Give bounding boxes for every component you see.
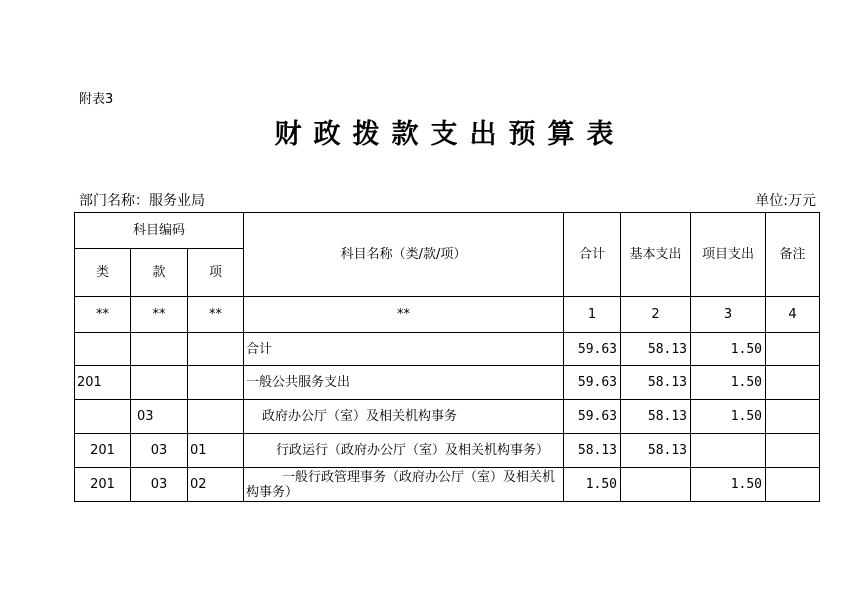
row-kuan: 03 bbox=[131, 400, 188, 434]
row-total: 59.63 bbox=[564, 400, 621, 434]
table-row bbox=[75, 333, 820, 366]
header-basic: 基本支出 bbox=[621, 213, 691, 297]
attachment-label: 附表3 bbox=[79, 92, 114, 107]
header-xiang: 项 bbox=[188, 249, 244, 297]
row-name: 一般行政管理事务（政府办公厅（室）及相关机构事务） bbox=[244, 468, 564, 502]
row-kuan: 03 bbox=[131, 468, 188, 502]
row-total: 58.13 bbox=[564, 434, 621, 468]
row-basic: 58.13 bbox=[621, 333, 691, 366]
row-lei: 201 bbox=[75, 434, 131, 468]
row-name: 一般公共服务支出 bbox=[244, 366, 564, 400]
page-title: 财政拨款支出预算表 bbox=[274, 119, 626, 150]
row-xiang bbox=[188, 333, 244, 366]
row-project: 1.50 bbox=[691, 333, 766, 366]
row-xiang bbox=[188, 366, 244, 400]
row-xiang: 02 bbox=[188, 468, 244, 502]
row-project: 1.50 bbox=[691, 366, 766, 400]
header-code-group: 科目编码 bbox=[75, 213, 244, 249]
header-kuan: 款 bbox=[131, 249, 188, 297]
table-row bbox=[75, 434, 820, 468]
index-total: 1 bbox=[564, 297, 621, 333]
department-name: 部门名称：服务业局 bbox=[79, 193, 205, 209]
header-row-1 bbox=[75, 213, 820, 249]
header-lei: 类 bbox=[75, 249, 131, 297]
row-kuan bbox=[131, 366, 188, 400]
unit-label: 单位:万元 bbox=[755, 193, 816, 209]
index-row bbox=[75, 297, 820, 333]
header-remark: 备注 bbox=[766, 213, 820, 297]
row-lei: 201 bbox=[75, 468, 131, 502]
index-remark: 4 bbox=[766, 297, 820, 333]
row-remark bbox=[766, 468, 820, 502]
header-name: 科目名称（类/款/项） bbox=[244, 213, 564, 297]
index-project: 3 bbox=[691, 297, 766, 333]
row-remark bbox=[766, 366, 820, 400]
table-row bbox=[75, 468, 820, 502]
header-total: 合计 bbox=[564, 213, 621, 297]
row-total: 59.63 bbox=[564, 366, 621, 400]
row-project: 1.50 bbox=[691, 468, 766, 502]
row-project bbox=[691, 434, 766, 468]
row-basic bbox=[621, 468, 691, 502]
row-project: 1.50 bbox=[691, 400, 766, 434]
row-name: 行政运行（政府办公厅（室）及相关机构事务） bbox=[244, 434, 564, 468]
index-basic: 2 bbox=[621, 297, 691, 333]
table-row bbox=[75, 366, 820, 400]
row-remark bbox=[766, 400, 820, 434]
row-lei: 201 bbox=[75, 366, 131, 400]
index-xiang: ** bbox=[188, 297, 244, 333]
row-remark bbox=[766, 434, 820, 468]
row-lei bbox=[75, 333, 131, 366]
row-total: 59.63 bbox=[564, 333, 621, 366]
row-xiang: 01 bbox=[188, 434, 244, 468]
row-kuan: 03 bbox=[131, 434, 188, 468]
row-basic: 58.13 bbox=[621, 434, 691, 468]
index-kuan: ** bbox=[131, 297, 188, 333]
table-row bbox=[75, 400, 820, 434]
row-remark bbox=[766, 333, 820, 366]
index-lei: ** bbox=[75, 297, 131, 333]
budget-table bbox=[74, 212, 820, 502]
row-total: 1.50 bbox=[564, 468, 621, 502]
index-name: ** bbox=[244, 297, 564, 333]
row-kuan bbox=[131, 333, 188, 366]
header-project: 项目支出 bbox=[691, 213, 766, 297]
row-name: 合计 bbox=[244, 333, 564, 366]
row-lei bbox=[75, 400, 131, 434]
row-xiang bbox=[188, 400, 244, 434]
row-name: 政府办公厅（室）及相关机构事务 bbox=[244, 400, 564, 434]
row-basic: 58.13 bbox=[621, 366, 691, 400]
row-basic: 58.13 bbox=[621, 400, 691, 434]
